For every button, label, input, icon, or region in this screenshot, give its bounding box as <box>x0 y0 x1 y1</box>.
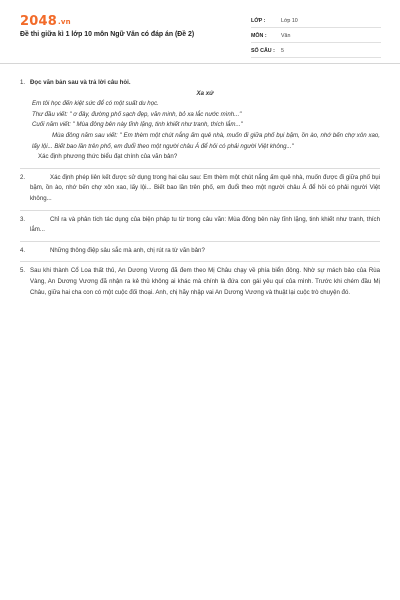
meta-value: 5 <box>281 47 284 54</box>
logo-main: 2048 <box>20 14 57 29</box>
question-4 <box>20 246 380 257</box>
question-ask: Xác định phương thức biểu đạt chính của văn bản? <box>38 153 178 161</box>
meta-row-subject <box>251 29 381 43</box>
meta-key: SỐ CÂU : <box>251 47 275 54</box>
document-header <box>0 0 400 64</box>
passage-line: Cuối năm viết: " Mùa đông bên này tĩnh lặng, tinh khiết như tranh, thích lắm..." <box>32 121 243 129</box>
question-number: 2. <box>20 173 26 181</box>
divider <box>20 168 380 169</box>
meta-row-grade <box>251 14 381 28</box>
question-text: Xác định phép liên kết được sử dụng trong hai câu sau: Em thèm một chút nắng ấm quê nhà, muốn được đi giữa phố bụi bặm, ồn ào, nhớ bến chợ xôn xao, lấy lội... Biết bao lần trên phố, em đuổi theo một người châu Á để hỏi có phải người Việt không... <box>30 173 380 202</box>
meta-key: LỚP : <box>251 17 266 24</box>
meta-key: MÔN : <box>251 32 267 39</box>
question-text: Những thông điệp sâu sắc mà anh, chị rút ra từ văn bản? <box>50 246 205 254</box>
question-list <box>20 78 380 298</box>
meta-row-question-count <box>251 44 381 58</box>
question-number: 4. <box>20 246 26 254</box>
divider <box>20 261 380 262</box>
question-number: 5. <box>20 267 26 275</box>
meta-value: Văn <box>281 32 291 39</box>
question-prompt: Đọc văn bản sau và trả lời câu hỏi. <box>30 79 131 86</box>
question-number: 3. <box>20 215 26 223</box>
divider <box>20 241 380 242</box>
passage-line: Mùa đông năm sau viết: " Em thèm một chút nắng ấm quê nhà, muốn đi giữa phố bụi bặm, ồn ào, nhớ bến chợ xôn xao, lấy lội... Biết bao lần trên phố, em đuổi theo một người châu Á để hỏi có phải người Việt không..." <box>32 131 380 150</box>
question-number: 1. <box>20 79 26 86</box>
passage-line: Em tôi học đến kiệt sức để có một suất du học. <box>32 100 159 108</box>
passage-title: Xa xứ <box>196 89 214 97</box>
logo-tld: .vn <box>57 18 71 26</box>
question-1 <box>20 78 380 163</box>
question-3 <box>20 215 380 236</box>
divider <box>20 210 380 211</box>
question-text: Sau khi thành Cổ Loa thất thủ, An Dương Vương đã đem theo Mị Châu chạy về phía biển đông. Nhờ sự mách bảo của Rùa Vàng, An Dương Vương đã nhận ra kẻ thù không ai khác mà chính là đứa con gái yêu quí của mình. Trước khi chém đầu Mị Châu, giữa hai cha con có một cuộc đối thoại. Anh, chị hãy nhập vai An Dương Vương và thuật lại cuộc trò chuyện đó. <box>30 267 380 296</box>
meta-value: Lớp 10 <box>281 17 298 24</box>
question-2 <box>20 173 380 205</box>
question-5 <box>20 266 380 298</box>
question-text: Chỉ ra và phân tích tác dụng của biện pháp tu từ trong câu văn: Mùa đông bên này tĩnh lặng, tinh khiết như tranh, thích lắm... <box>30 215 380 234</box>
site-logo[interactable] <box>20 14 71 29</box>
exam-meta-table <box>251 14 381 59</box>
passage-line: Thư đầu viết: " ơ đây, đường phố sạch đẹp, văn minh, bỏ xa lắc nước mình..." <box>32 110 242 118</box>
page-title: Đề thi giữa kì 1 lớp 10 môn Ngữ Văn có đáp án (Đề 2) <box>20 31 195 38</box>
